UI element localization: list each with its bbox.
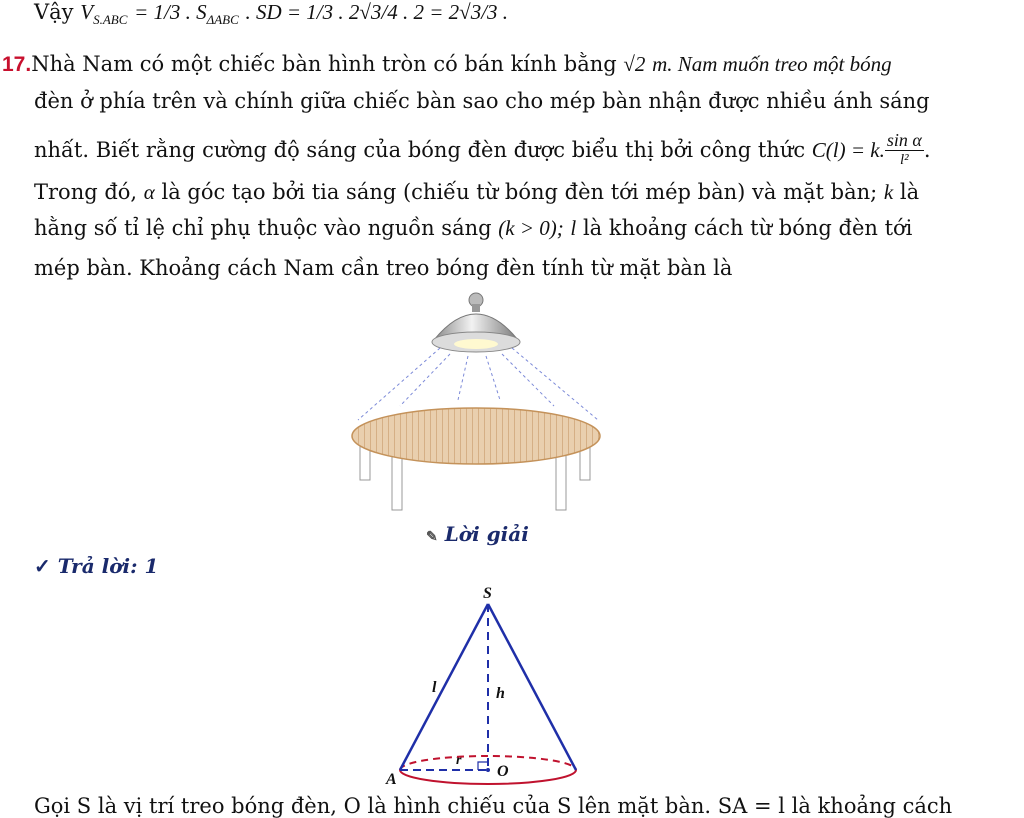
cone-diagram: [370, 582, 590, 792]
top-formula-line: [34, 2, 508, 26]
label-h: h: [496, 685, 505, 702]
problem-text-5a: hằng số tỉ lệ chỉ phụ thuộc vào nguồn sáng: [34, 216, 492, 240]
intensity-fraction: [885, 131, 924, 169]
l-symbol: l: [570, 216, 577, 240]
problem-text-1a: Nhà Nam có một chiếc bàn hình tròn có bán kính bằng: [31, 52, 617, 76]
bottom-text-line: [34, 796, 952, 817]
check-icon: ✓: [34, 554, 51, 578]
problem-text-1b: m. Nam muốn treo một bóng: [652, 52, 892, 76]
point-O: [486, 768, 490, 772]
problem-line-5: [34, 218, 912, 239]
problem-text-5b: là khoảng cách từ bóng đèn tới: [582, 216, 913, 240]
top-line-prefix: Vậy: [34, 0, 74, 24]
problem-text-4b: là góc tạo bởi tia sáng (chiếu từ bóng đèn tới mép bàn) và mặt bàn;: [161, 180, 878, 204]
answer-line: [34, 554, 158, 578]
alpha-symbol: α: [143, 180, 155, 204]
problem-text-3: nhất. Biết rằng cường độ sáng của bóng đèn được biểu thị bởi công thức: [34, 137, 806, 162]
answer-text: Trả lời: 1: [57, 554, 159, 578]
label-A: A: [386, 771, 397, 788]
fraction-numerator: sin α: [886, 130, 922, 151]
problem-line-1: [2, 54, 892, 75]
problem-line-6: [34, 258, 732, 279]
cone-side-left: [400, 604, 488, 770]
problem-text-4c: là: [899, 180, 920, 204]
lamp-icon: [432, 293, 520, 352]
problem-text-4a: Trong đó,: [34, 180, 138, 204]
label-l: l: [432, 679, 437, 696]
area-subscript: ΔABC: [206, 12, 239, 27]
fraction-denominator: l²: [900, 152, 909, 169]
k-condition: (k > 0);: [498, 216, 564, 240]
volume-formula-rest: = 1/3 . S: [134, 0, 207, 24]
volume-formula-tail: . SD = 1/3 . 2√3/4 . 2 = 2√3/3 .: [245, 0, 509, 24]
table-top: [352, 408, 600, 464]
label-S: S: [483, 585, 492, 602]
bottom-text: Gọi S là vị trí treo bóng đèn, O là hình chiếu của S lên mặt bàn. SA = l là khoảng cách: [34, 794, 953, 818]
label-r: r: [456, 753, 462, 768]
pencil-icon: ✎: [426, 529, 438, 545]
sqrt-two: √2: [623, 52, 646, 76]
lamp-table-illustration: [340, 288, 620, 518]
problem-text-2: đèn ở phía trên và chính giữa chiếc bàn sao cho mép bàn nhận được nhiều ánh sáng: [34, 89, 930, 113]
intensity-formula: C(l) = k.: [811, 137, 885, 162]
k-symbol: k: [883, 180, 894, 204]
problem-line-2: [34, 91, 930, 112]
problem-line-4: [34, 182, 919, 203]
problem-number: 17.: [2, 53, 32, 76]
solution-heading-text: Lời giải: [444, 522, 529, 546]
volume-symbol: V: [80, 0, 94, 24]
problem-text-6: mép bàn. Khoảng cách Nam cần treo bóng đèn tính từ mặt bàn là: [34, 256, 733, 280]
label-O: O: [497, 763, 509, 780]
problem-line-3: nhất. Biết rằng cường độ sáng của bóng đèn được biểu thị bởi công thức C(l) = k. $\frac{\text{sin α}}{\text{l²}}$ .: [34, 130, 931, 169]
solution-heading: [426, 522, 529, 546]
volume-subscript: S.ABC: [93, 12, 128, 27]
cone-base-front: [400, 770, 576, 784]
